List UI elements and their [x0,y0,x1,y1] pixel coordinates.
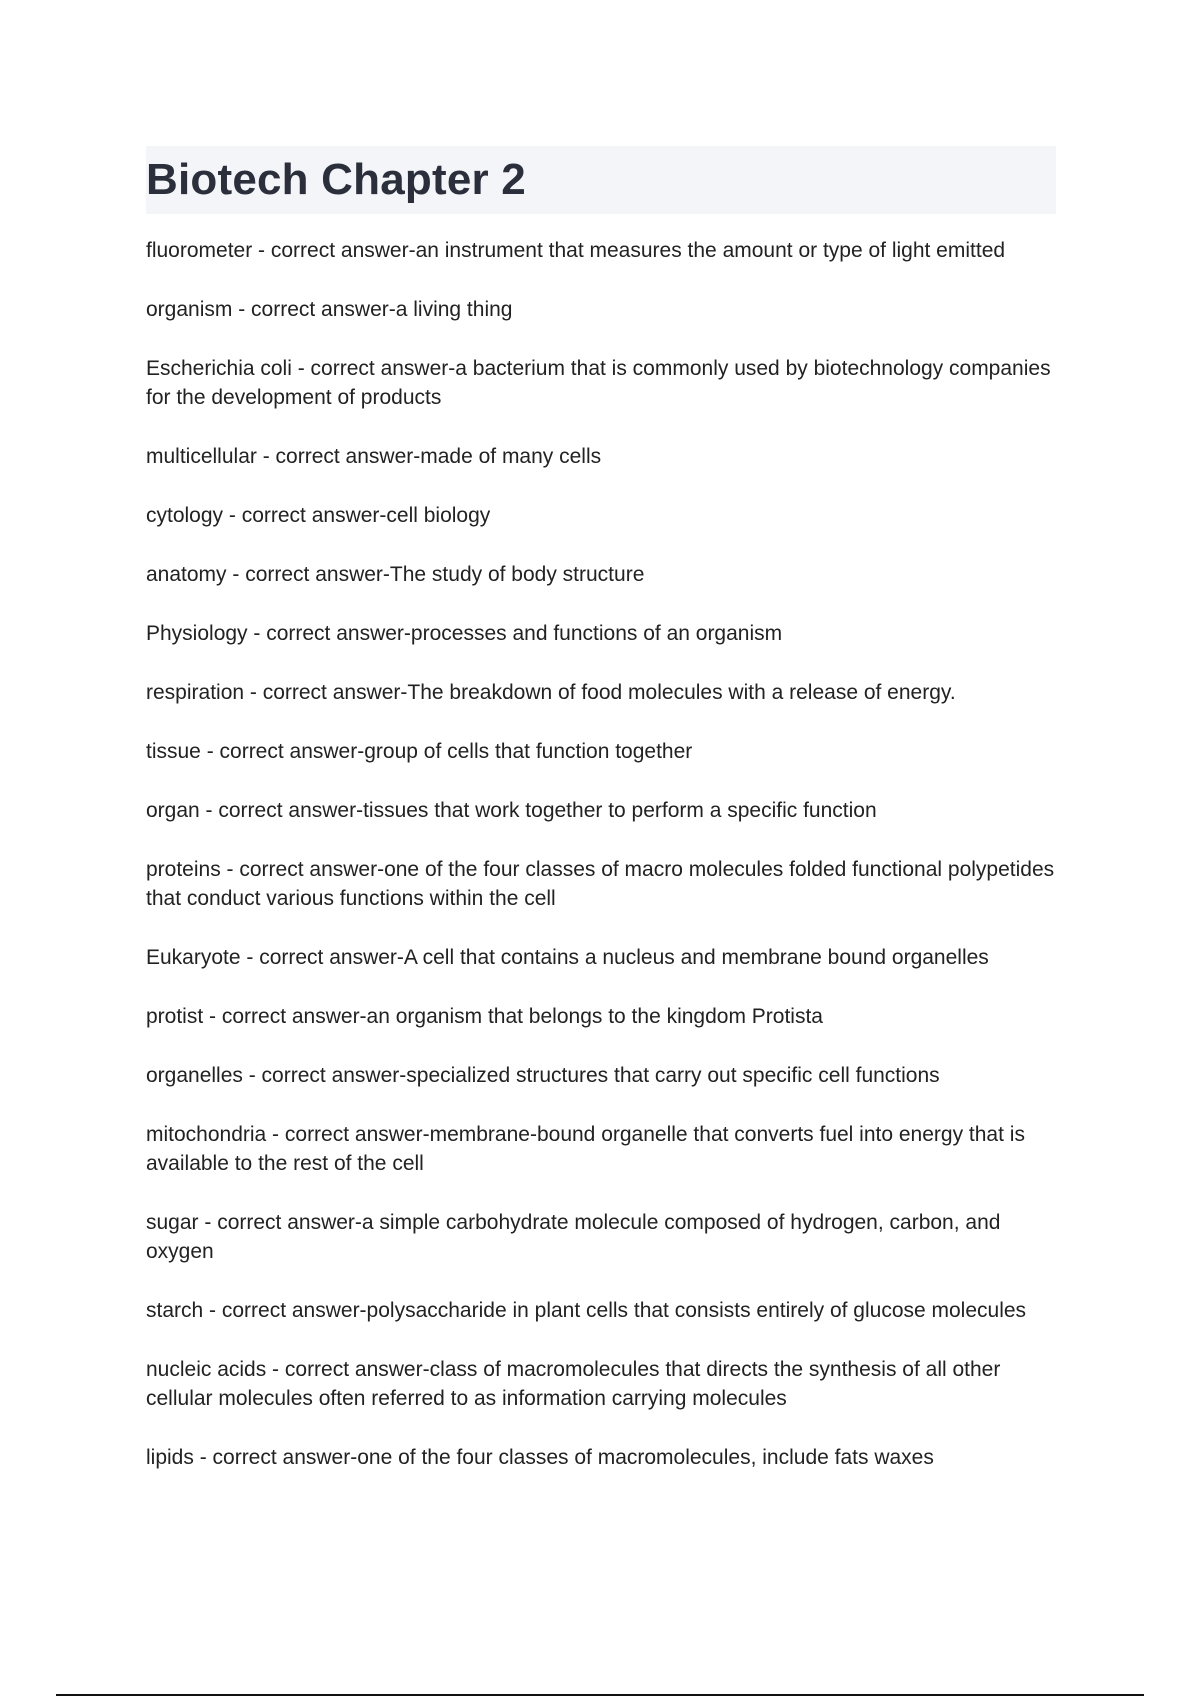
glossary-entry: protist - correct answer-an organism that belongs to the kingdom Protista [146,1005,823,1028]
glossary-entry: lipids - correct answer-one of the four classes of macromolecules, include fats waxes [146,1446,934,1469]
glossary-entry: sugar - correct answer-a simple carbohydrate molecule composed of hydrogen, carbon, and oxygen [146,1211,1001,1263]
glossary-entry: nucleic acids - correct answer-class of macromolecules that directs the synthesis of all other cellular molecules often referred to as information carrying molecules [146,1358,1001,1410]
glossary-entry: Escherichia coli - correct answer-a bacterium that is commonly used by biotechnology companies for the development of products [146,357,1051,409]
glossary-entry: Eukaryote - correct answer-A cell that contains a nucleus and membrane bound organelles [146,946,989,969]
glossary-entry: respiration - correct answer-The breakdown of food molecules with a release of energy. [146,681,956,704]
glossary-entry: anatomy - correct answer-The study of body structure [146,563,645,586]
page-title: Biotech Chapter 2 [146,155,526,204]
glossary-entry: tissue - correct answer-group of cells that function together [146,740,693,763]
glossary-entry: organelles - correct answer-specialized structures that carry out specific cell functions [146,1064,940,1087]
glossary-entry: Physiology - correct answer-processes and functions of an organism [146,622,783,645]
glossary-list [146,236,1056,1502]
glossary-entry: cytology - correct answer-cell biology [146,504,491,527]
glossary-entry: organism - correct answer-a living thing [146,298,513,321]
glossary-entry: proteins - correct answer-one of the four classes of macro molecules folded functional polypetides that conduct various functions within the cell [146,858,1055,910]
glossary-entry: fluorometer - correct answer-an instrument that measures the amount or type of light emitted [146,239,1006,262]
glossary-entry: mitochondria - correct answer-membrane-bound organelle that converts fuel into energy that is available to the rest of the cell [146,1123,1025,1175]
footer-rule [56,1694,1144,1696]
glossary-entry: organ - correct answer-tissues that work together to perform a specific function [146,799,877,822]
title-band [146,146,1056,214]
glossary-entry: starch - correct answer-polysaccharide in plant cells that consists entirely of glucose molecules [146,1299,1027,1322]
glossary-entry: multicellular - correct answer-made of many cells [146,445,602,468]
